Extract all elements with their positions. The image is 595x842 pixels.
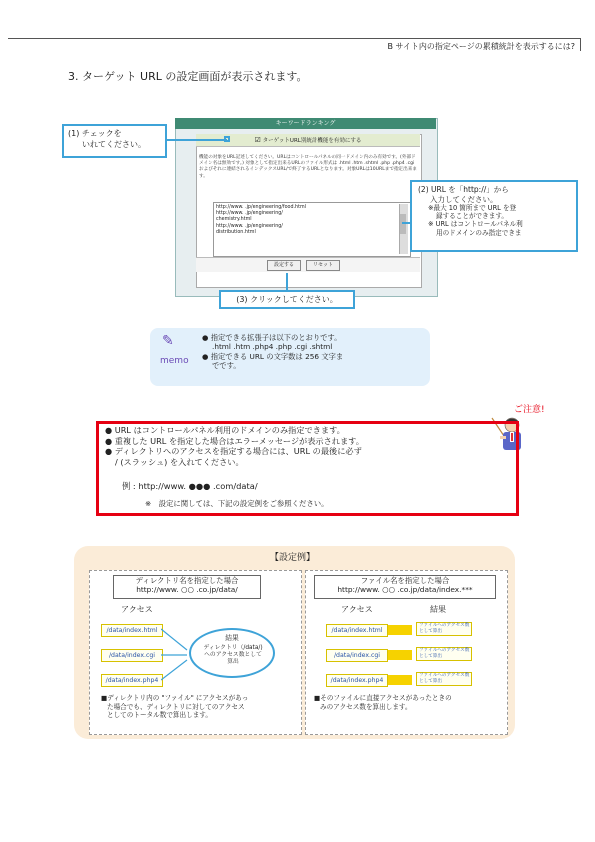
result-tag xyxy=(416,647,472,661)
result-text-line: 算出 xyxy=(227,659,239,665)
sample-right-head2: http://www. ○○ .co.jp/data/index.*** xyxy=(337,585,473,594)
result-tag-line: として算出 xyxy=(419,628,442,634)
sample-right-head xyxy=(314,575,496,599)
path-box: /data/index.php4 xyxy=(101,674,163,687)
memo-item-text: 指定できる拡張子は以下のとおりです。 xyxy=(210,333,342,342)
warning-example: 例 : http://www. ●●● .com/data/ xyxy=(122,481,258,491)
result-text-line: へのアクセス数として xyxy=(204,652,262,658)
reset-button[interactable]: リセット xyxy=(306,260,340,271)
connector-marker xyxy=(224,136,230,142)
url-line: http://www. .jp/engineering/ xyxy=(216,223,283,229)
sample-left-note xyxy=(101,694,296,720)
url-line: http://www. .jp/engineering/food.html xyxy=(216,205,306,210)
result-tag-line: として算出 xyxy=(419,678,442,684)
callout-url-note1: ※最大 10 箇所まで URL を登 xyxy=(428,204,517,212)
connector-line xyxy=(286,273,288,290)
result-text xyxy=(190,645,276,666)
result-tag-line: として算出 xyxy=(419,653,442,659)
warning-item-text: 重複した URL を指定した場合はエラーメッセージが表示されます。 xyxy=(114,435,364,446)
url-line: distribution.html xyxy=(216,229,256,235)
pencil-icon: ✎ xyxy=(162,333,174,349)
warning-note: ※ 設定に関しては、下記の設定例をご参照ください。 xyxy=(145,499,329,508)
arrow-icon xyxy=(388,650,412,660)
warning-item: ● URL はコントロールパネル利用のドメインのみ指定できます。 xyxy=(105,425,345,435)
callout-url-note2: ※ URL はコントロールパネル利 xyxy=(428,220,523,229)
callout-url-line1: (2) URL を「http://」から xyxy=(418,185,509,194)
callout-check-line2: いれてください。 xyxy=(82,140,146,149)
callout-check xyxy=(62,124,167,158)
memo-item: ● 指定できる URL の文字数は 256 文字ま xyxy=(202,351,344,361)
result-label: 結果 xyxy=(430,605,446,614)
warning-item: ● 重複した URL を指定した場合はエラーメッセージが表示されます。 xyxy=(105,435,364,446)
header-title: B サイト内の指定ページの累積統計を表示するには? xyxy=(387,42,575,51)
set-button[interactable]: 設定する xyxy=(267,260,301,271)
memo-item-cont: でです。 xyxy=(212,361,241,371)
caution-label: ご注意! xyxy=(514,405,545,415)
note-line: た場合でも、ディレクトリに対してのアクセス xyxy=(107,702,245,711)
callout-url-note1b: 録することができます。 xyxy=(436,212,509,221)
sample-left-head2: http://www. ○○ .co.jp/data/ xyxy=(136,585,238,594)
checkbox-label: ターゲットURL別統計機能を有効にする xyxy=(262,138,362,144)
url-line: http://www. .jp/engineering/ xyxy=(216,211,283,217)
result-tag-line: ファイルへのアクセス数 xyxy=(419,648,470,653)
checkbox-icon[interactable]: ☑ xyxy=(254,136,261,144)
flow-arrows xyxy=(161,620,191,690)
sample-title: 【設定例】 xyxy=(270,553,316,563)
callout-check-line1: (1) チェックを xyxy=(68,129,122,138)
callout-url-line2: 入力してください。 xyxy=(430,194,498,204)
connector-line xyxy=(167,139,227,141)
memo-item: ● 指定できる拡張子は以下のとおりです。 xyxy=(202,333,342,342)
result-tag xyxy=(416,672,472,686)
arrow-icon xyxy=(388,625,412,635)
callout-url-note2b: 用のドメインのみ指定できま xyxy=(436,228,522,237)
path-box: /data/index.html xyxy=(326,624,388,637)
note-line: みのアクセス数を算出します。 xyxy=(320,702,412,711)
sample-left-head xyxy=(113,575,261,599)
memo-item-text: 指定できる URL の文字数は 256 文字ま xyxy=(210,351,344,361)
note-line: ■ディレクトリ内の "ファイル" にアクセスがあっ xyxy=(101,694,249,702)
note-line: ■そのファイルに直接アクセスがあったときの xyxy=(314,694,452,702)
path-box: /data/index.html xyxy=(101,624,163,637)
access-label: アクセス xyxy=(341,605,373,614)
path-box: /data/index.php4 xyxy=(326,674,388,687)
warning-item-text: URL はコントロールパネル利用のドメインのみ指定できます。 xyxy=(114,425,345,435)
result-title: 結果 xyxy=(225,634,239,642)
sample-right-head1: ファイル名を指定した場合 xyxy=(360,576,450,585)
step-title: 3. ターゲット URL の設定画面が表示されます。 xyxy=(68,70,308,83)
access-label: アクセス xyxy=(121,605,153,614)
warning-list xyxy=(105,425,505,468)
result-text-line: ディレクトリ（/data/) xyxy=(203,645,263,651)
note-line: としてのトータル数で算出します。 xyxy=(107,711,212,720)
result-tag-line: ファイルへのアクセス数 xyxy=(419,673,470,678)
memo-tag: memo xyxy=(160,356,189,366)
memo-item-cont: .html .htm .php4 .php .cgi .shtml xyxy=(212,342,333,352)
result-tag-line: ファイルへのアクセス数 xyxy=(419,623,470,628)
sample-right-note xyxy=(314,694,502,711)
path-box: /data/index.cgi xyxy=(101,649,163,662)
warning-item-cont: / (スラッシュ) を入れてください。 xyxy=(115,457,244,468)
arrow-icon xyxy=(388,675,412,685)
warning-item-text: ディレクトリへのアクセスを指定する場合には、URL の最後に必ず xyxy=(114,446,362,457)
sample-left-head1: ディレクトリ名を指定した場合 xyxy=(135,576,239,585)
callout-url xyxy=(410,180,578,252)
url-list xyxy=(216,205,396,236)
description-text: 機能の対象をURL記述してください。URLはコントロールパネルの同一ドメイン内のみ有効です。(外部ドメイン名は無効です。) 対象として指定出来るURLのファイル形式は .html .htm .shtml .php .php4 .cgi およびそれに連結されるインデックスURL/で終了するURLとなります。対象URLは10URLまで指定出来ます。 xyxy=(199,155,417,179)
result-tag xyxy=(416,622,472,636)
path-box: /data/index.cgi xyxy=(326,649,388,662)
url-line: chemistry.html xyxy=(216,217,252,223)
panel-title: キーワードランキング xyxy=(175,118,436,129)
scrollbar-thumb[interactable] xyxy=(400,214,406,234)
memo-list xyxy=(202,333,424,371)
connector-line xyxy=(402,222,411,224)
warning-item: ● ディレクトリへのアクセスを指定する場合には、URL の最後に必ず xyxy=(105,446,362,457)
callout-click: (3) クリックしてください。 xyxy=(219,290,355,309)
